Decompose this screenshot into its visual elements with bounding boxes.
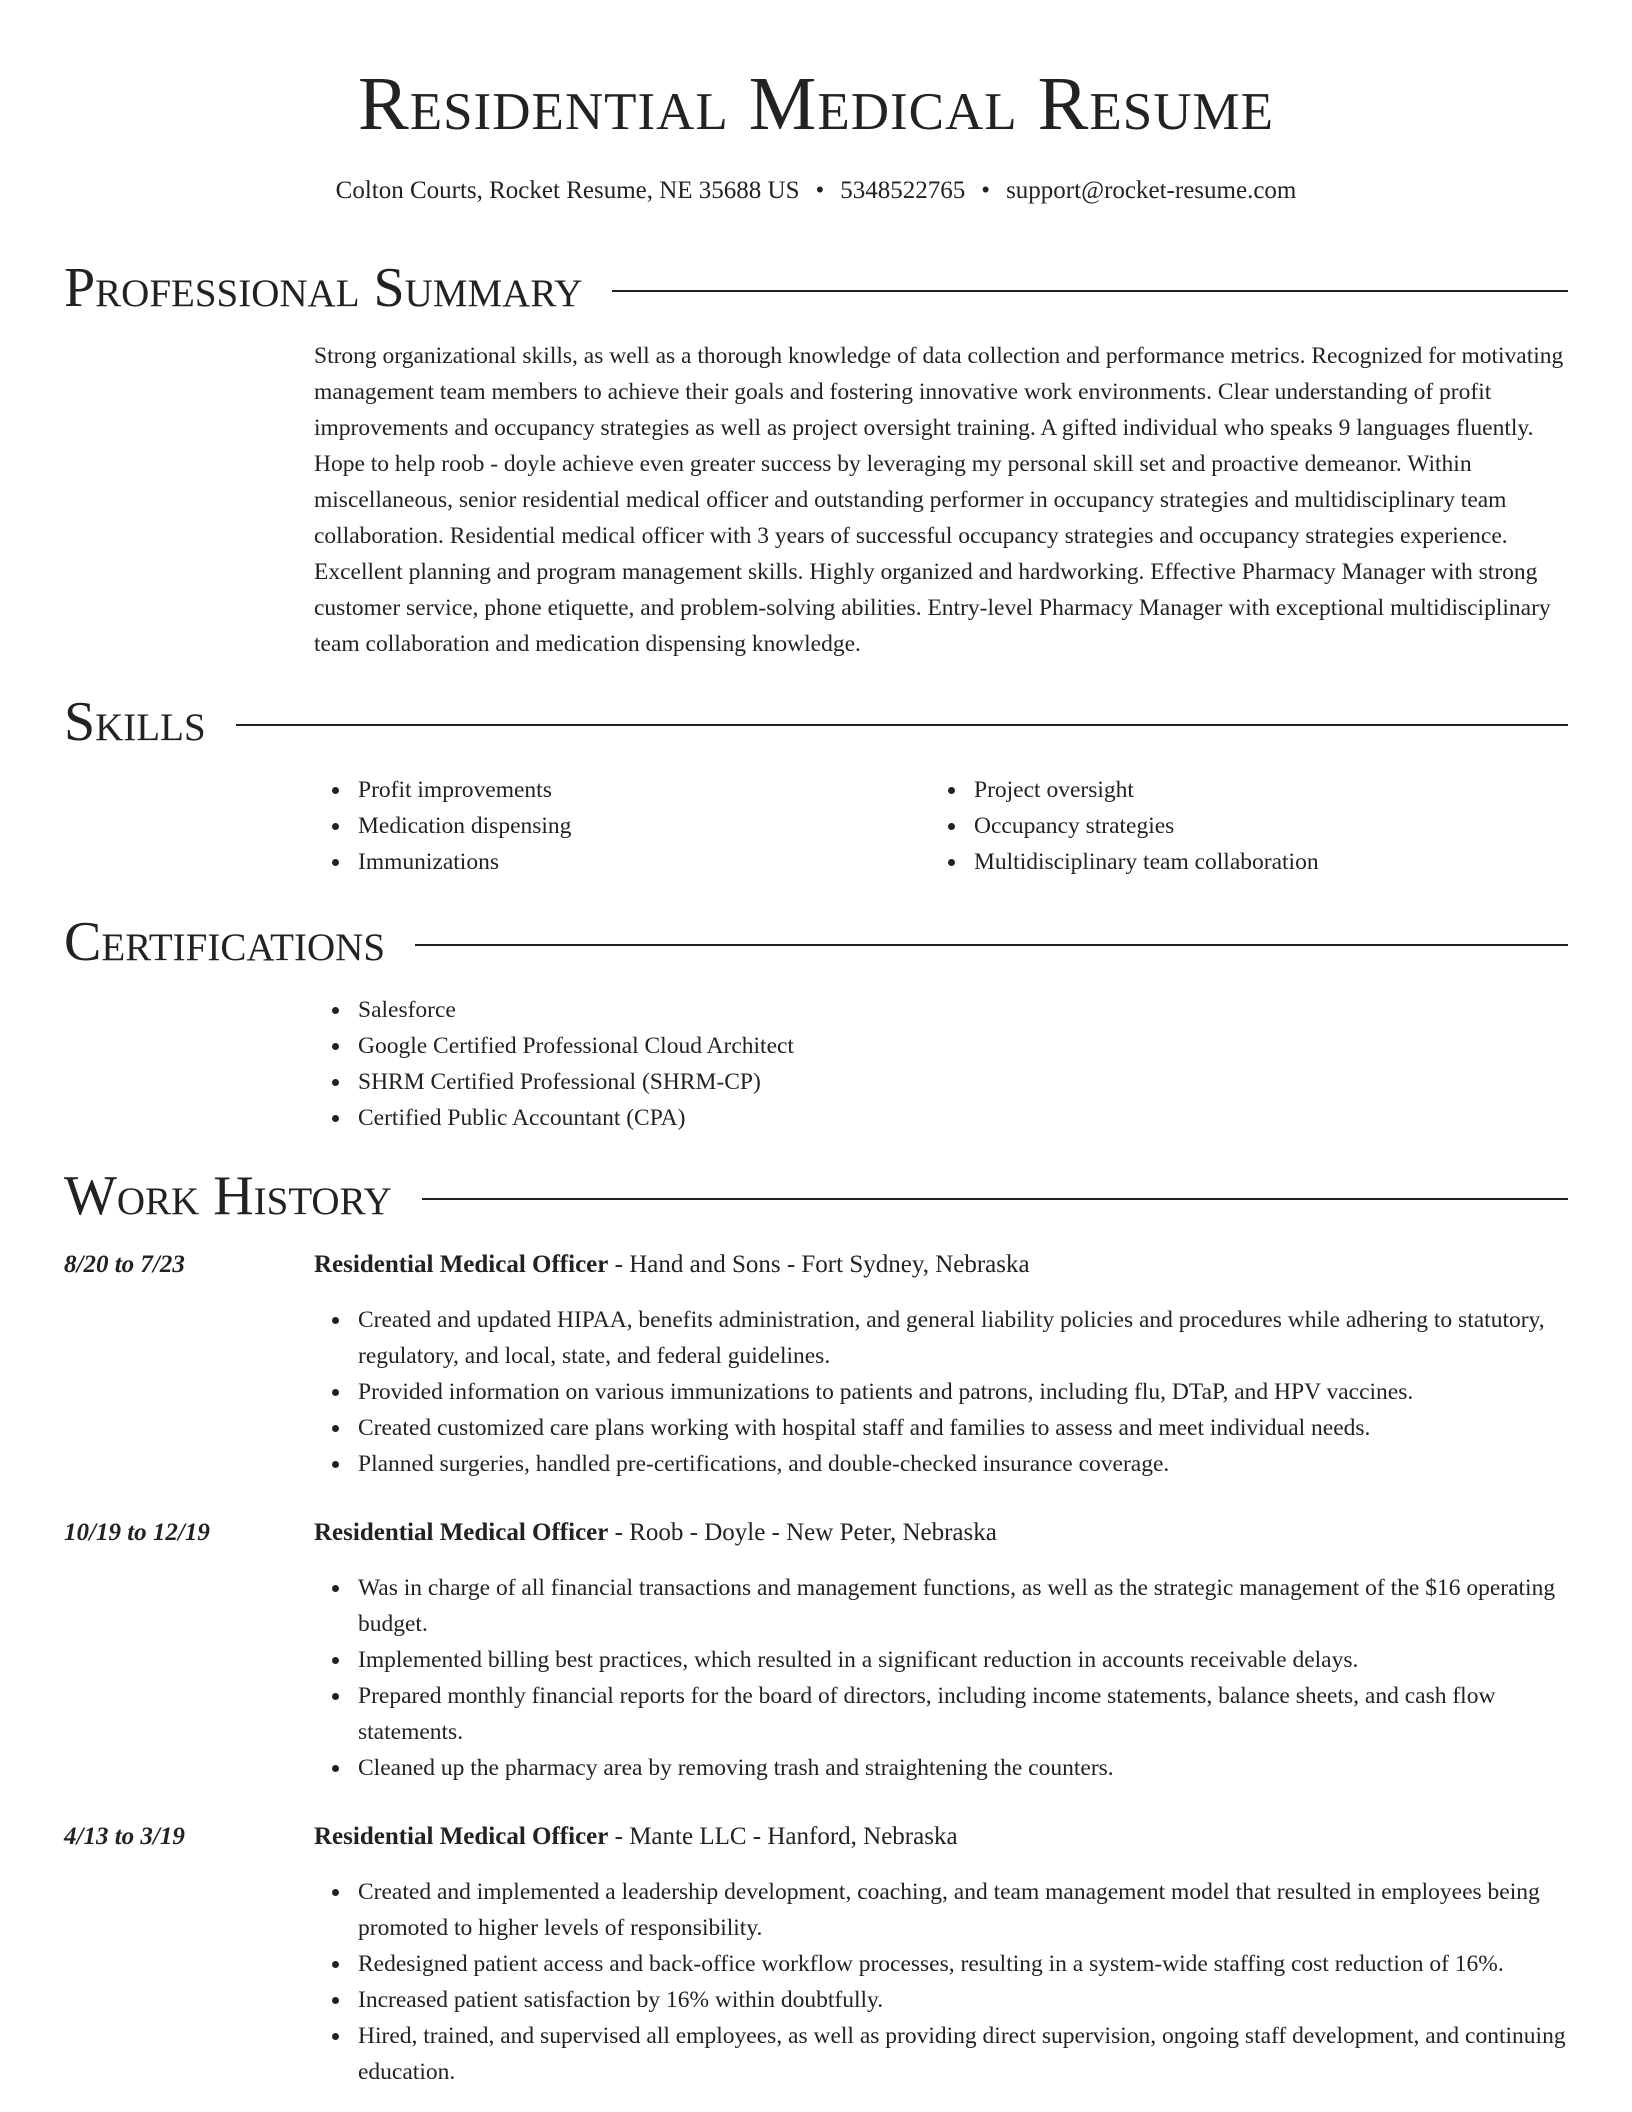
section-title: Certifications (64, 911, 386, 973)
job-bullet: Prepared monthly financial reports for the board of directors, including income statements, balance sheets, and cash flow statements. (358, 1678, 1568, 1750)
skill-item: Occupancy strategies (974, 808, 1594, 844)
job-dates: 4/13 to 3/19 (64, 1823, 185, 1850)
contact-email: support@rocket-resume.com (1006, 177, 1297, 204)
section-divider (236, 724, 1568, 726)
skill-item: Immunizations (358, 844, 918, 880)
certification-item: SHRM Certified Professional (SHRM-CP) (358, 1064, 1558, 1100)
job-company: - Roob - Doyle - New Peter, Nebraska (608, 1519, 997, 1546)
job-bullet: Implemented billing best practices, which resulted in a significant reduction in accounts receivable delays. (358, 1642, 1568, 1678)
job-role: Residential Medical Officer (314, 1823, 609, 1850)
certification-item: Salesforce (358, 992, 1558, 1028)
certification-item: Certified Public Accountant (CPA) (358, 1100, 1558, 1136)
contact-separator: • (815, 177, 825, 204)
skill-item: Project oversight (974, 772, 1594, 808)
job-heading (314, 1516, 1568, 1550)
section-title: Professional Summary (64, 257, 583, 319)
job-bullets (314, 1874, 1568, 2090)
section-professional-summary (64, 254, 1568, 322)
certification-item: Google Certified Professional Cloud Architect (358, 1028, 1558, 1064)
summary-paragraph: Strong organizational skills, as well as a thorough knowledge of data collection and performance metrics. Recognized for motivating management team members to achieve their goals and fostering innovative work environments. Clear understanding of profit improvements and occupancy strategies as well as project oversight training. A gifted individual who speaks 9 languages fluently. Hope to help roob - doyle achieve even greater success by leveraging my personal skill set and proactive demeanor. Within miscellaneous, senior residential medical officer and outstanding performer in occupancy strategies and multidisciplinary team collaboration. Residential medical officer with 3 years of successful occupancy strategies and occupancy strategies experience. Excellent planning and program management skills. Highly organized and hardworking. Effective Pharmacy Manager with strong customer service, phone etiquette, and problem-solving abilities. Entry-level Pharmacy Manager with exceptional multidisciplinary team collaboration and medication dispensing knowledge. (314, 343, 1564, 657)
contact-line (0, 174, 1632, 208)
job-role: Residential Medical Officer (314, 1519, 609, 1546)
skills-list-right (930, 772, 1594, 880)
certifications-list (314, 992, 1558, 1136)
contact-separator: • (981, 177, 991, 204)
resume-name-heading: Residential Medical Resume (358, 62, 1274, 146)
job-company: - Hand and Sons - Fort Sydney, Nebraska (608, 1251, 1030, 1278)
job-bullet: Planned surgeries, handled pre-certifications, and double-checked insurance coverage. (358, 1446, 1568, 1482)
job-bullet: Cleaned up the pharmacy area by removing trash and straightening the counters. (358, 1750, 1568, 1786)
job-bullet: Created customized care plans working with hospital staff and families to assess and meet individual needs. (358, 1410, 1568, 1446)
skill-item: Multidisciplinary team collaboration (974, 844, 1594, 880)
job-bullet: Created and updated HIPAA, benefits administration, and general liability policies and procedures while adhering to statutory, regulatory, and local, state, and federal guidelines. (358, 1302, 1568, 1374)
skill-item: Profit improvements (358, 772, 918, 808)
job-bullets (314, 1302, 1568, 1482)
section-certifications (64, 908, 1568, 976)
job-bullet: Provided information on various immunizations to patients and patrons, including flu, DTaP, and HPV vaccines. (358, 1374, 1568, 1410)
job-bullets (314, 1570, 1568, 1786)
job-heading (314, 1820, 1568, 1854)
contact-phone: 5348522765 (840, 177, 966, 204)
job-role: Residential Medical Officer (314, 1251, 609, 1278)
job-bullet: Created and implemented a leadership development, coaching, and team management model that resulted in employees being promoted to higher levels of responsibility. (358, 1874, 1568, 1946)
section-skills (64, 688, 1568, 756)
job-dates: 8/20 to 7/23 (64, 1251, 185, 1278)
job-bullet: Increased patient satisfaction by 16% within doubtfully. (358, 1982, 1568, 2018)
job-company: - Mante LLC - Hanford, Nebraska (608, 1823, 958, 1850)
job-bullet: Hired, trained, and supervised all employees, as well as providing direct supervision, ongoing staff development, and continuing education. (358, 2018, 1568, 2090)
job-bullet: Was in charge of all financial transactions and management functions, as well as the strategic management of the $16 operating budget. (358, 1570, 1568, 1642)
section-title: Work History (64, 1165, 392, 1227)
section-divider (612, 290, 1568, 292)
section-work-history (64, 1162, 1568, 1230)
section-title: Skills (64, 691, 206, 753)
skills-list-left (314, 772, 918, 880)
job-bullet: Redesigned patient access and back-office workflow processes, resulting in a system-wide staffing cost reduction of 16%. (358, 1946, 1568, 1982)
contact-address: Colton Courts, Rocket Resume, NE 35688 US (335, 177, 800, 204)
job-heading (314, 1248, 1568, 1282)
skill-item: Medication dispensing (358, 808, 918, 844)
section-divider (422, 1198, 1568, 1200)
section-divider (415, 944, 1568, 946)
job-dates: 10/19 to 12/19 (64, 1519, 210, 1546)
